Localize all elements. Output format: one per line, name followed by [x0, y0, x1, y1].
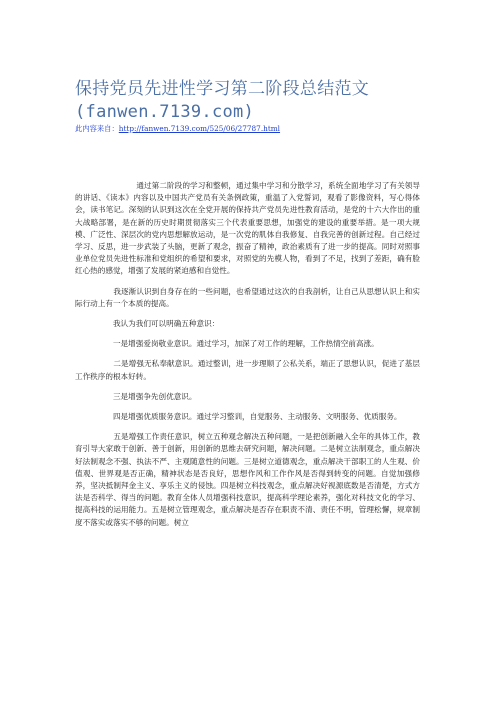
source-line: [75, 124, 435, 134]
paragraph: 三是增强争先创优意识。: [75, 391, 197, 401]
paragraph: 我认为我们可以明确五种意识：: [75, 319, 220, 329]
paragraph: 五是增强工作责任意识，树立五种观念解决五种问题，一是把创新融入全年的具体工作，教育引导大家敢于创新、善于创新，用创新的思维去研究问题，解决问题。二是树立法制观念，重点解决好法制观念不强、执法不严、主观随意性的问题。三是树立道德观念，重点解决干部职工的人生观、价值观、世界观是否正确，精神状态是否良好，思想作风和工作作风是否得到转变的问题。自觉加强修养，坚决抵制拜金主义、享乐主义的侵蚀。四是树立科技观念，重点解决好视源底数是否清楚，方式方法是否科学、得当的问题。教育全体人员增强科技意识，提高科学理论素养，强化对科技文化的学习、提高科技的运用能力。五是树立管理观念，重点解决是否存在职责不清、责任不明，管理松懈，规章制度不落实或落实不够的问题。树立: [75, 432, 420, 527]
article-body: [75, 180, 420, 537]
paragraph: 二是增强无私奉献意识。通过整训，进一步理顺了公私关系，端正了思想认识，促进了基层工作秩序的根本好转。: [75, 359, 420, 381]
paragraph: 四是增强优质服务意识。通过学习整训，自觉服务、主动服务、文明服务、优质服务。: [75, 412, 402, 422]
paragraph: 我逐渐认识到自身存在的一些问题，也希望通过这次的自我剖析，让自己从思想认识上和实际行动上有一个本质的提高。: [75, 286, 420, 308]
document-title: 保持党员先进性学习第二阶段总结范文(fanwen.7139.com): [75, 79, 370, 122]
paragraph: 一是增强爱岗敬业意识。通过学习，加深了对工作的理解，工作热情空前高涨。: [75, 339, 379, 349]
paragraph: 通过第二阶段的学习和整顿，通过集中学习和分散学习，系统全面地学习了有关领导的讲话、《读本》内容以及中国共产党员有关条例政策，重温了入党誓词，观看了影像资料，写心得体会，读书笔记。深刻的认识到这次在全党开展的保持共产党员先进性教育活动，是党的十六大作出的重大战略部署，是在新的历史时期贯彻落实三个代表重要思想，加强党的建设的重要举措。是一项大规模、广泛性、深层次的党内思想解放运动，是一次党的肌体自我修复、自我完善的创新过程。自己经过学习、反思，进一步武装了头脑，更新了观念，振奋了精神，政治素质有了进一步的提高。同时对照事业单位党员先进性标准和党组织的希望和要求，对照党的先模人物，看到了不足，找到了差距，确有脸红心热的感觉，增强了发展的紧迫感和自觉性。: [75, 181, 420, 276]
source-link[interactable]: http://fanwen.7139.com/525/06/27787.html: [118, 124, 281, 133]
source-prefix: 此内容来自：: [75, 124, 119, 133]
